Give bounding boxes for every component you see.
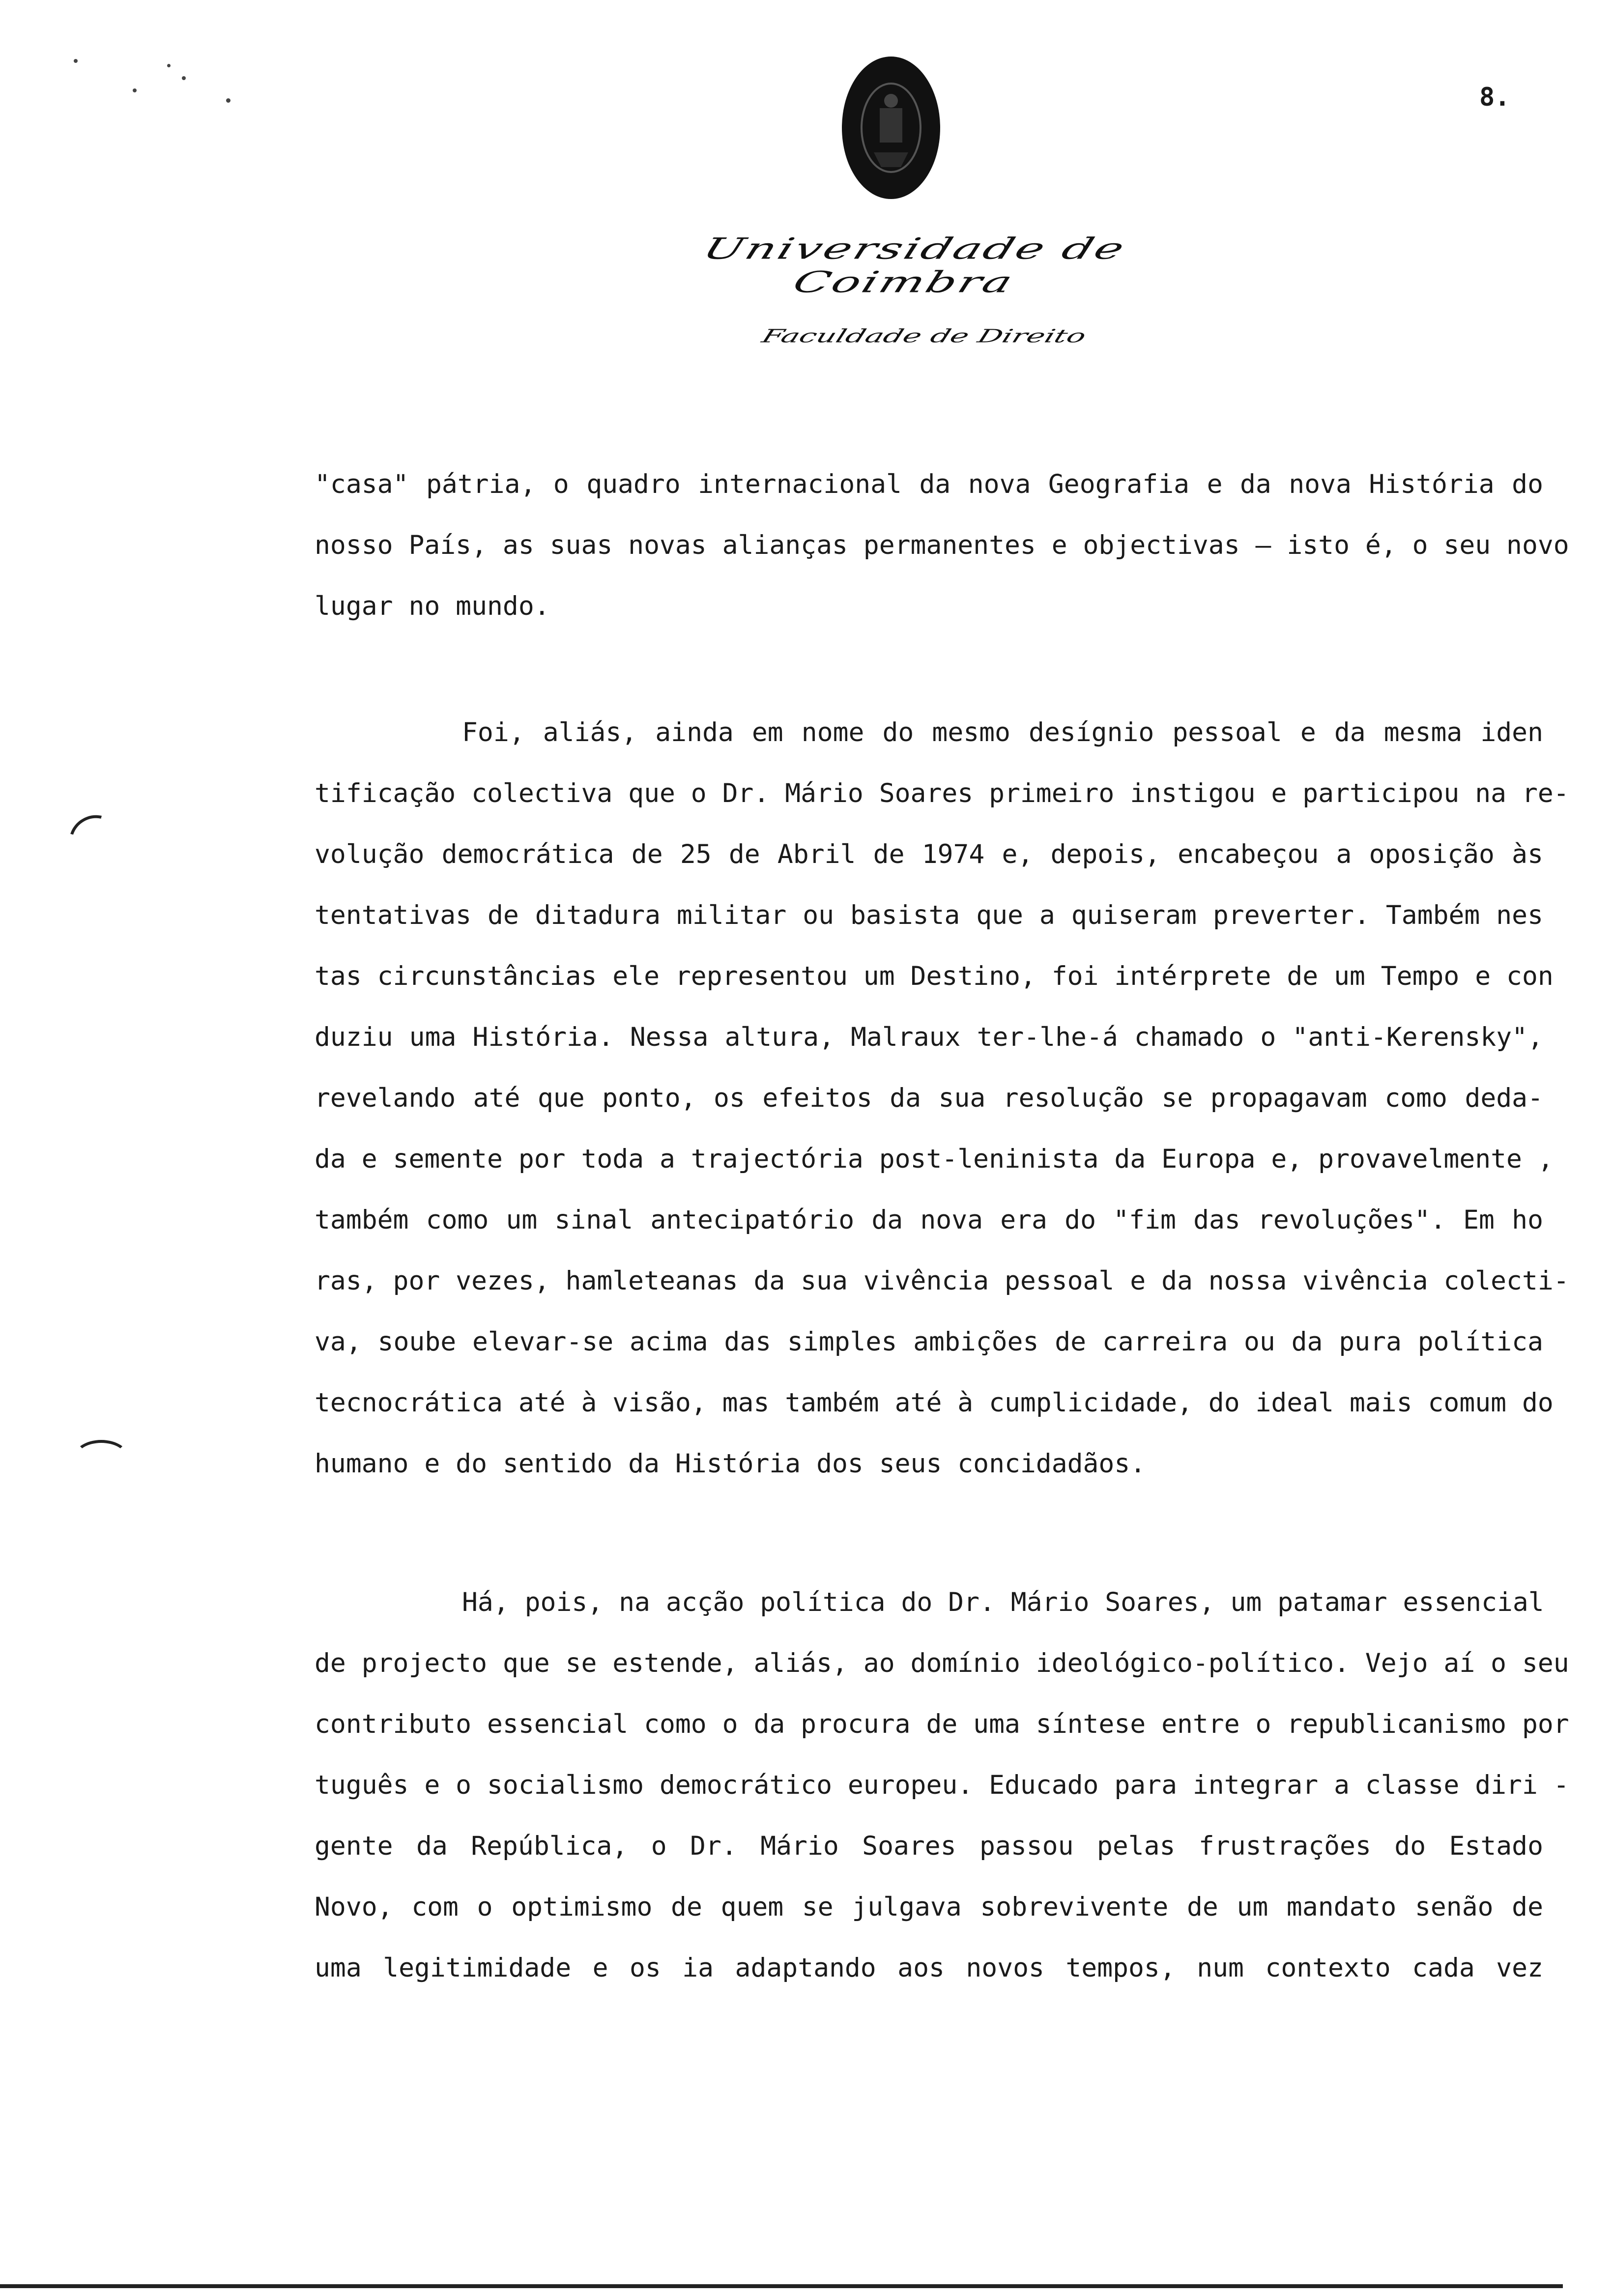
text-line: revelando até que ponto, os efeitos da sua resolução se propagavam como deda-	[315, 1083, 1543, 1113]
text-line: Há, pois, na acção política do Dr. Mário Soares, um patamar essencial	[462, 1587, 1544, 1617]
paragraph-2	[315, 718, 1569, 1510]
text-line: volução democrática de 25 de Abril de 1974 e, depois, encabeçou a oposição às	[315, 839, 1543, 869]
text-line: da e semente por toda a trajectória post-leninista da Europa e, provavelmente ,	[315, 1144, 1554, 1174]
text-line: também como um sinal antecipatório da nova era do "fim das revoluções". Em ho	[315, 1205, 1543, 1235]
scan-speck	[74, 59, 78, 63]
text-line: humano e do sentido da História dos seus concidadãos.	[315, 1449, 1146, 1479]
paragraph-3	[315, 1587, 1569, 2014]
scan-speck	[182, 76, 186, 80]
scan-speck	[133, 88, 137, 92]
letterhead	[639, 211, 1180, 356]
institution-name: Universidade de Coimbra	[698, 231, 1131, 299]
text-line: Foi, aliás, ainda em nome do mesmo desígnio pessoal e da mesma iden	[462, 718, 1543, 747]
text-line: uma legitimidade e os ia adaptando aos novos tempos, num contexto cada vez	[315, 1953, 1543, 1983]
text-line: ras, por vezes, hamleteanas da sua vivência pessoal e da nossa vivência colecti-	[315, 1266, 1569, 1296]
text-line: de projecto que se estende, aliás, ao domínio ideológico-político. Vejo aí o seu	[315, 1648, 1569, 1678]
text-line: gente da República, o Dr. Mário Soares passou pelas frustrações do Estado	[315, 1831, 1543, 1861]
text-line: "casa" pátria, o quadro internacional da nova Geografia e da nova História do	[315, 469, 1543, 499]
paragraph-1	[315, 469, 1569, 652]
text-line: tecnocrática até à visão, mas também até à cumplicidade, do ideal mais comum do	[315, 1388, 1554, 1418]
text-line: lugar no mundo.	[315, 591, 550, 621]
university-seal-icon	[839, 54, 943, 201]
text-line: duziu uma História. Nessa altura, Malraux ter-lhe-á chamado o "anti-Kerensky",	[315, 1022, 1543, 1052]
scan-speck	[167, 64, 171, 67]
text-line: Novo, com o optimismo de quem se julgava sobrevivente de um mandato senão de	[315, 1892, 1543, 1922]
text-line: tuguês e o socialismo democrático europeu. Educado para integrar a classe diri -	[315, 1770, 1569, 1800]
hole-punch-mark	[61, 806, 127, 871]
faculty-name: Faculdade de Direito	[759, 325, 1089, 347]
text-line: va, soube elevar-se acima das simples ambições de carreira ou da pura política	[315, 1327, 1543, 1357]
text-line: tificação colectiva que o Dr. Mário Soares primeiro instigou e participou na re-	[315, 778, 1569, 808]
bottom-rule	[0, 2284, 1563, 2288]
text-line: nosso País, as suas novas alianças permanentes e objectivas – isto é, o seu novo	[315, 530, 1569, 560]
text-line: contributo essencial como o da procura de uma síntese entre o republicanismo por	[315, 1709, 1569, 1739]
scan-speck	[226, 98, 230, 103]
text-line: tentativas de ditadura militar ou basista que a quiseram preverter. Também nes	[315, 900, 1543, 930]
hole-punch-mark	[74, 1440, 129, 1475]
page-number: 8.	[1479, 83, 1510, 112]
text-line: tas circunstâncias ele representou um Destino, foi intérprete de um Tempo e con	[315, 961, 1554, 991]
